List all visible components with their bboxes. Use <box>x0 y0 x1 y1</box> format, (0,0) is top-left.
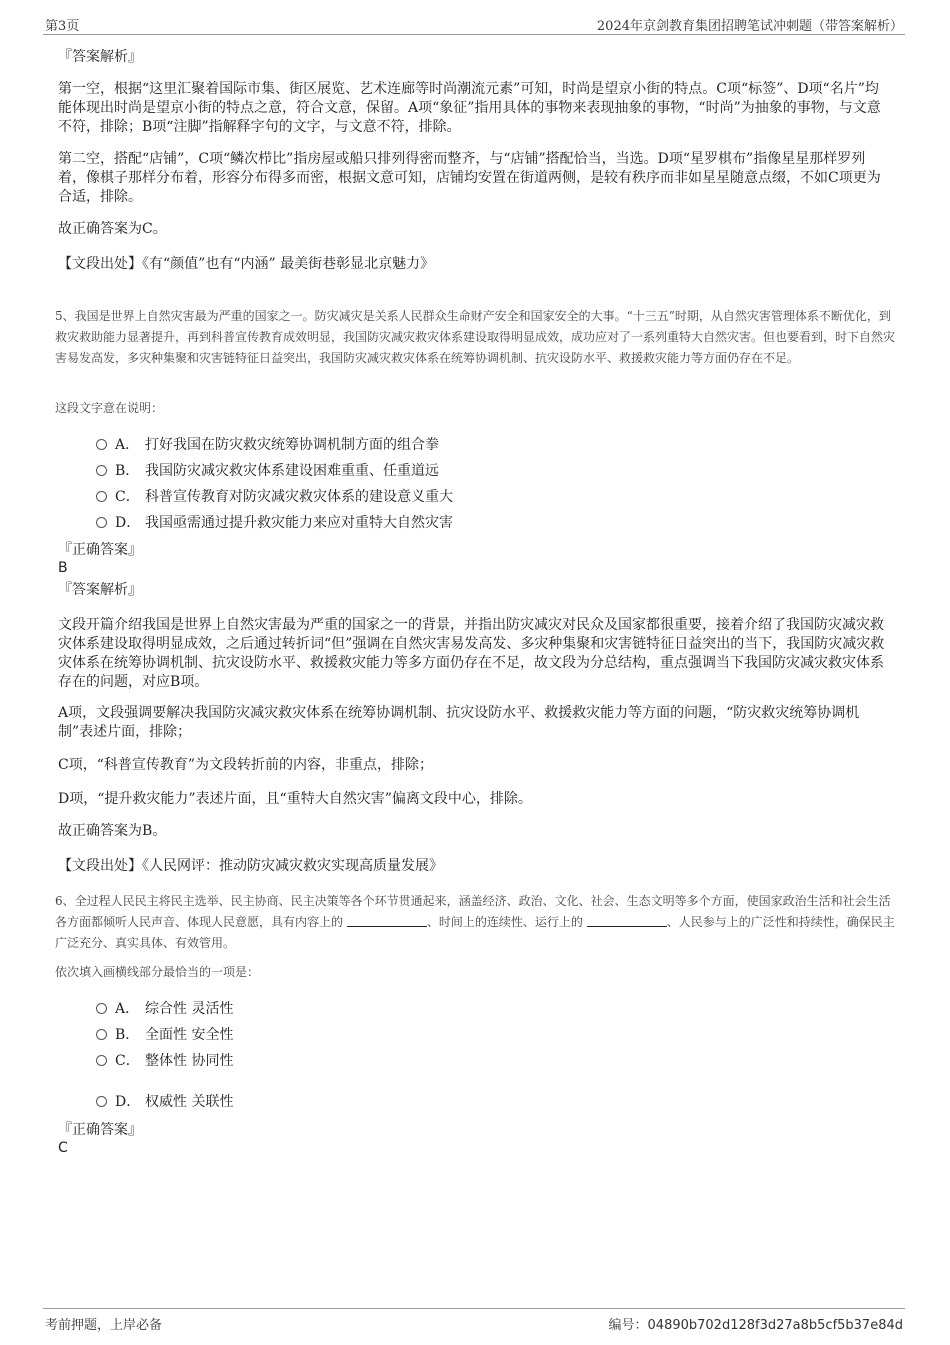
radio-icon[interactable] <box>96 1003 107 1014</box>
q6-stem-part2: 、时间上的连续性、运行上的 <box>426 915 583 929</box>
page-number: 第3页 <box>45 19 80 34</box>
option-letter: B． <box>115 1027 140 1043</box>
fill-blank-2 <box>587 915 667 927</box>
q5-option-d[interactable] <box>96 513 453 533</box>
radio-icon[interactable] <box>96 491 107 502</box>
footer-code <box>609 1314 903 1333</box>
q4-conclusion: 故正确答案为C。 <box>58 221 167 237</box>
q5-source: 【文段出处】《人民网评：推动防灾减灾救灾实现高质量发展》 <box>58 858 443 874</box>
q6-option-a[interactable] <box>96 999 233 1019</box>
option-letter: D． <box>115 515 141 531</box>
footer-code-value: 04890b702d128f3d27a8b5cf5b37e84d <box>647 1318 903 1333</box>
footer-code-label: 编号： <box>608 1318 648 1333</box>
footer-slogan: 考前押题，上岸必备 <box>45 1318 163 1333</box>
q5-analysis-para1: 文段开篇介绍我国是世界上自然灾害最为严重的国家之一的背景，并指出防灾减灾对民众及国家都很重要，接着介绍了我国防灾减灾救灾体系建设取得明显成效，之后通过转折词“但”强调在自然灾害易发高发、多灾种集聚和灾害链特征日益突出的当下，我国防灾减灾救灾体系在统筹协调机制、抗灾设防水平、救援救灾能力等多方面仍存在不足，故文段为分总结构，重点强调当下我国防灾减灾救灾体系存在的问题，对应B项。 <box>58 617 885 690</box>
option-letter: B． <box>115 463 140 479</box>
q6-prompt: 依次填入画横线部分最恰当的一项是： <box>55 965 260 979</box>
q4-source: 【文段出处】《有“颜值”也有“内涵” 最美街巷彰显北京魅力》 <box>58 256 435 272</box>
q6-option-b[interactable] <box>96 1025 233 1045</box>
q4-analysis-para2: 第二空，搭配“店铺”，C项“鳞次栉比”指房屋或船只排列得密而整齐，与“店铺”搭配恰当，当选。D项“星罗棋布”指像星星那样罗列着，像棋子那样分布着，形容分布得多而密，根据文意可知，店铺均安置在街道两侧，是较有秩序而非如星星随意点缀，不如C项更为合适，排除。 <box>58 151 881 205</box>
q5-stem: 5、我国是世界上自然灾害最为严重的国家之一。防灾减灾是关系人民群众生命财产安全和国家安全的大事。“十三五”时期，从自然灾害管理体系不断优化，到救灾救助能力显著提升，再到科普宣传教育成效明显，我国防灾减灾救灾体系建设取得明显成效，成功应对了一系列重特大自然灾害。但也要看到，时下自然灾害易发高发，多灾种集聚和灾害链特征日益突出，我国防灾减灾救灾体系在统筹协调机制、抗灾设防水平、救援救灾能力等方面仍存在不足。 <box>55 309 896 365</box>
radio-icon[interactable] <box>96 439 107 450</box>
option-letter: A． <box>115 437 140 453</box>
q5-analysis-label: 『答案解析』 <box>58 582 142 598</box>
option-letter: A． <box>115 1001 140 1017</box>
q5-option-a[interactable] <box>96 435 439 455</box>
q5-option-c[interactable] <box>96 487 453 507</box>
option-letter: C． <box>115 489 140 505</box>
q6-option-d[interactable] <box>96 1092 233 1112</box>
q5-correct-answer: B <box>58 560 68 576</box>
q6-stem-part1: 6、全过程人民民主将民主选举、民主协商、民主决策等各个环节贯通起来，涵盖经济、政治、文化、社会、生态文明等多个方面，使国家政治生活和社会生活各方面都倾听人民声音、体现人民意愿，具有内容上的 <box>55 894 891 929</box>
q6-correct-answer: C <box>58 1140 68 1156</box>
q5-analysis-para3: C项，“科普宣传教育”为文段转折前的内容，非重点，排除； <box>58 757 434 773</box>
footer-divider <box>43 1308 905 1309</box>
q6-correct-label: 『正确答案』 <box>58 1122 142 1138</box>
q5-option-b[interactable] <box>96 461 439 481</box>
fill-blank-1 <box>347 915 427 927</box>
option-text: 权威性 关联性 <box>145 1094 234 1110</box>
radio-icon[interactable] <box>96 465 107 476</box>
q4-analysis-label: 『答案解析』 <box>58 49 142 65</box>
option-text: 我国亟需通过提升救灾能力来应对重特大自然灾害 <box>145 515 453 531</box>
q6-stem-part3: 、人民参与上的广泛性和持续性，确保民主广泛充分、真实具体、有效管用。 <box>55 915 895 950</box>
option-text: 科普宣传教育对防灾减灾救灾体系的建设意义重大 <box>145 489 453 505</box>
option-text: 打好我国在防灾救灾统筹协调机制方面的组合拳 <box>145 437 439 453</box>
radio-icon[interactable] <box>96 1096 107 1107</box>
q6-option-c[interactable] <box>96 1051 233 1071</box>
q4-analysis-para1: 第一空，根据“这里汇聚着国际市集、街区展览、艺术连廊等时尚潮流元素”可知，时尚是望京小街的特点。C项“标签”、D项“名片”均能体现出时尚是望京小街的特点之意，符合文意，保留。A项“象征”指用具体的事物来表现抽象的事物，“时尚”为抽象的事物，与文意不符，排除；B项“注脚”指解释字句的文字，与文意不符，排除。 <box>58 81 881 135</box>
option-letter: C． <box>115 1053 140 1069</box>
q5-analysis-para2: A项，文段强调要解决我国防灾减灾救灾体系在统筹协调机制、抗灾设防水平、救援救灾能力等方面的问题，“防灾救灾统筹协调机制”表述片面，排除； <box>58 705 860 740</box>
q5-correct-label: 『正确答案』 <box>58 542 142 558</box>
q5-analysis-para4: D项，“提升救灾能力”表述片面，且“重特大自然灾害”偏离文段中心，排除。 <box>58 791 532 807</box>
document-title: 2024年京剑教育集团招聘笔试冲刺题（带答案解析） <box>596 19 903 34</box>
q6-stem <box>55 891 895 954</box>
option-text: 全面性 安全性 <box>145 1027 234 1043</box>
radio-icon[interactable] <box>96 1029 107 1040</box>
q5-prompt: 这段文字意在说明： <box>55 401 164 415</box>
radio-icon[interactable] <box>96 517 107 528</box>
radio-icon[interactable] <box>96 1055 107 1066</box>
header-divider <box>43 34 905 35</box>
option-text: 整体性 协同性 <box>145 1053 234 1069</box>
option-letter: D． <box>115 1094 141 1110</box>
option-text: 我国防灾减灾救灾体系建设困难重重、任重道远 <box>145 463 439 479</box>
q5-analysis-para5: 故正确答案为B。 <box>58 823 167 839</box>
option-text: 综合性 灵活性 <box>145 1001 234 1017</box>
